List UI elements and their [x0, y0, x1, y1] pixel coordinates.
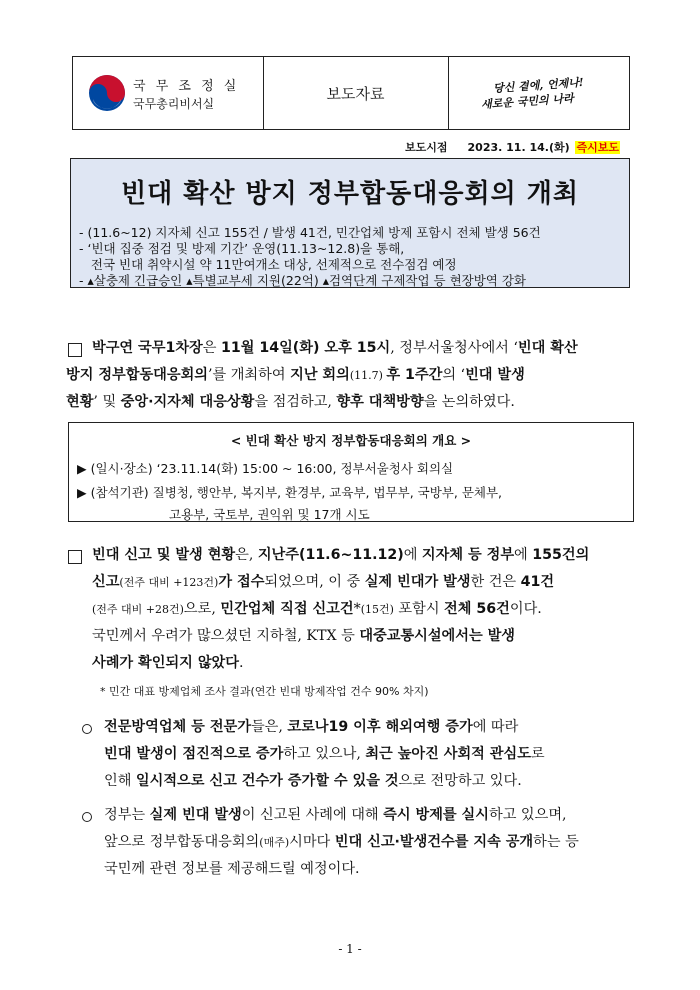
paragraph-status — [92, 542, 636, 677]
summary-bullet: - ‘빈대 집중 점검 및 방제 기간’ 운영(11.13~12.8)을 통해, — [79, 241, 405, 256]
release-label: 보도시점 — [405, 141, 448, 154]
title-box — [70, 158, 630, 288]
paragraph-line: 전문방역업체 등 전문가들은, 코로나19 이후 해외여행 증가에 따라 — [104, 719, 519, 735]
paragraph-experts — [104, 714, 636, 795]
overview-attendees: ▶ (참석기관) 질병청, 행안부, 복지부, 환경부, 교육부, 법무부, 국방부, 문체부, — [77, 485, 503, 500]
paragraph-line: 현황’ 및 중앙·지자체 대응상황을 점검하고, 향후 대책방향을 논의하였다. — [66, 394, 515, 410]
paragraph-line: 정부는 실제 빈대 발생이 신고된 사례에 대해 즉시 방제를 실시하고 있으며, — [104, 807, 567, 823]
org-name-primary: 국 무 조 정 실 — [133, 79, 240, 94]
org-name-secondary: 국무총리비서실 — [133, 97, 215, 111]
checkbox-square-icon — [68, 550, 82, 564]
overview-title: < 빈대 확산 방지 정부합동대응회의 개요 > — [230, 433, 472, 448]
meeting-overview-box — [68, 422, 634, 522]
paragraph-government — [104, 802, 636, 883]
paragraph-line: 방지 정부합동대응회의’를 개최하여 지난 회의(11.7) 후 1주간의 ‘빈대 발생 — [66, 367, 525, 383]
release-time — [405, 139, 620, 155]
paragraph-line: (전주 대비 +28건)으로, 민간업체 직접 신고건*(15건) 포함시 전체 56건이다. — [92, 601, 542, 617]
summary-bullet: - ▴살충제 긴급승인 ▴특별교부세 지원(22억) ▴검역단계 구제작업 등 현장방역 강화 — [79, 273, 527, 288]
paragraph-line: 국민께 관련 정보를 제공해드릴 예정이다. — [104, 861, 360, 877]
overview-datetime: ▶ (일시·장소) ‘23.11.14(화) 15:00 ~ 16:00, 정부서울청사 회의실 — [77, 461, 454, 476]
slogan-line-1: 당신 곁에, 언제나! — [492, 75, 585, 96]
document-title: 빈대 확산 방지 정부합동대응회의 개최 — [120, 179, 580, 209]
page-number: - 1 - — [338, 942, 362, 956]
bullet-circle-icon — [82, 812, 92, 822]
footnote: * 민간 대표 방제업체 조사 결과(연간 빈대 방제작업 건수 90% 차지) — [100, 685, 429, 698]
paragraph-line: 신고(전주 대비 +123건)가 접수되었으며, 이 중 실제 빈대가 발생한 건은 41건 — [92, 574, 555, 590]
checkbox-square-icon — [68, 343, 82, 357]
paragraph-line: 국민께서 우려가 많으셨던 지하철, KTX 등 대중교통시설에서는 발생 — [92, 628, 516, 644]
release-date: 2023. 11. 14.(화) — [467, 141, 570, 154]
paragraph-line: 사례가 확인되지 않았다. — [92, 655, 244, 671]
summary-bullet: 전국 빈대 취약시설 약 11만여개소 대상, 선제적으로 전수점검 예정 — [79, 257, 457, 272]
paragraph-line: 박구연 국무1차장은 11월 14일(화) 오후 15시, 정부서울청사에서 ‘빈대 확산 — [92, 340, 578, 356]
overview-attendees-cont: 고용부, 국토부, 권익위 및 17개 시도 — [169, 507, 370, 522]
government-emblem-icon — [87, 73, 127, 113]
paragraph-meeting — [66, 335, 636, 416]
paragraph-line: 인해 일시적으로 신고 건수가 증가할 수 있을 것으로 전망하고 있다. — [104, 773, 522, 789]
header-box — [72, 56, 630, 130]
paragraph-line: 빈대 발생이 점진적으로 증가하고 있으나, 최근 높아진 사회적 관심도로 — [104, 746, 545, 762]
paragraph-line: 빈대 신고 및 발생 현황은, 지난주(11.6~11.12)에 지자체 등 정부에 155건의 — [92, 547, 590, 563]
bullet-circle-icon — [82, 724, 92, 734]
immediate-release-badge: 즉시보도 — [576, 141, 619, 154]
paragraph-line: 앞으로 정부합동대응회의(매주)시마다 빈대 신고·발생건수를 지속 공개하는 등 — [104, 834, 579, 850]
summary-bullet: - (11.6~12) 지자체 신고 155건 / 발생 41건, 민간업체 방제 포함시 전체 발생 56건 — [79, 225, 541, 240]
slogan-line-2: 새로운 국민의 나라 — [480, 91, 575, 112]
press-release-label: 보도자료 — [326, 85, 385, 103]
